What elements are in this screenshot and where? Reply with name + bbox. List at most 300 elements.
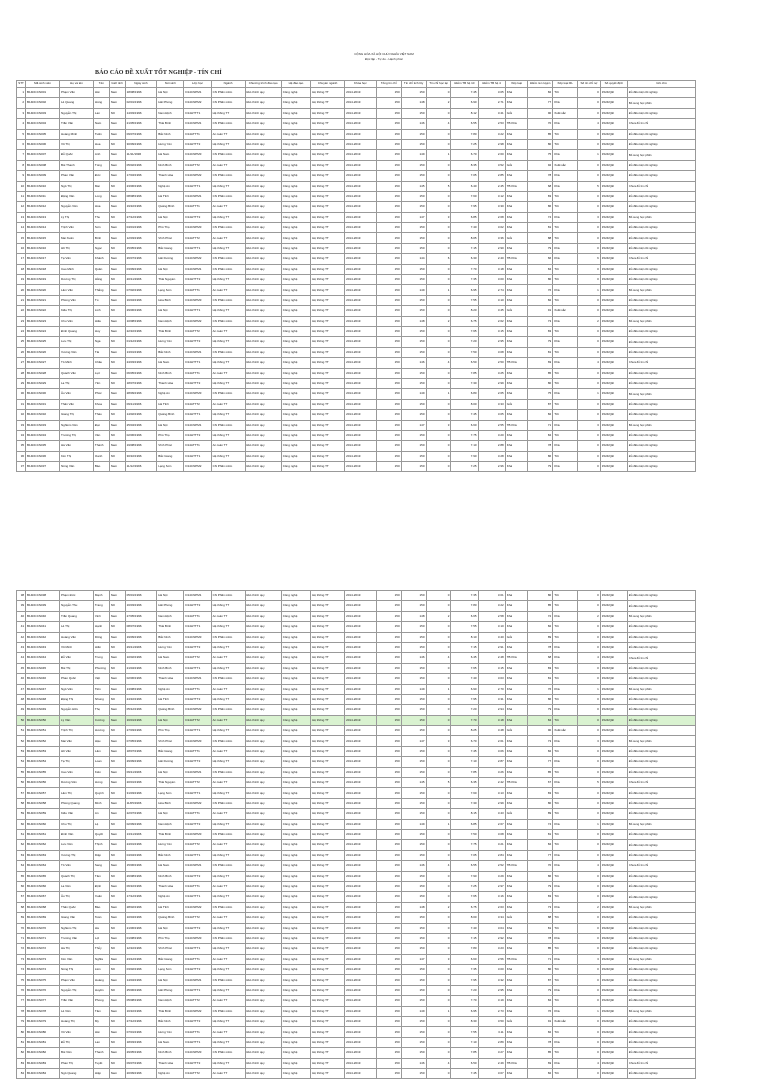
- table-cell: Vĩnh Phúc: [157, 233, 184, 243]
- table-cell: D14CNPM3: [184, 829, 211, 839]
- table-cell: 22/07/1996: [125, 809, 157, 819]
- table-cell: 83: [528, 191, 553, 201]
- table-cell: 0: [426, 913, 451, 923]
- table-cell: Khá: [553, 98, 578, 108]
- table-cell: 81: [528, 223, 553, 233]
- table-cell: Hệ thống TT: [311, 715, 345, 725]
- table-cell: Bổ sung học phần: [627, 819, 695, 829]
- table-cell: 3.13: [478, 788, 505, 798]
- table-cell: Nam: [109, 326, 125, 336]
- table-cell: Bắc Ninh: [157, 632, 184, 642]
- table-cell: Khá: [553, 819, 578, 829]
- table-cell: B14DCCN014: [26, 223, 60, 233]
- table-cell: Khá: [505, 243, 528, 253]
- table-cell: 3: [426, 954, 451, 964]
- table-cell: ĐH chính quy: [245, 441, 281, 451]
- table-cell: Hệ thống TT: [311, 778, 345, 788]
- table-cell: 1524/QĐ: [600, 674, 627, 684]
- table-cell: 0: [426, 809, 451, 819]
- table-cell: 83: [528, 892, 553, 902]
- table-cell: Khá: [505, 462, 528, 472]
- table-cell: 03/02/1996: [125, 965, 157, 975]
- table-cell: Hà Nội: [157, 212, 184, 222]
- table-cell: Hòa Bình: [157, 798, 184, 808]
- table-cell: 2014-2019: [345, 451, 377, 461]
- table-cell: 2.40: [478, 254, 505, 264]
- table-cell: 0: [426, 715, 451, 725]
- table-cell: 2.71: [478, 98, 505, 108]
- table-cell: 8.00: [451, 913, 478, 923]
- table-row: [17, 254, 696, 264]
- table-cell: Tốt: [553, 996, 578, 1006]
- table-cell: Hệ thống TT: [211, 451, 245, 461]
- table-cell: Khá: [505, 264, 528, 274]
- table-cell: Lực: [93, 368, 109, 378]
- table-cell: ĐH chính quy: [245, 410, 281, 420]
- table-cell: 86: [528, 694, 553, 704]
- table-cell: 7.85: [451, 368, 478, 378]
- table-cell: TB Khá: [505, 358, 528, 368]
- table-cell: 150: [401, 632, 426, 642]
- table-cell: 28/09/1996: [125, 389, 157, 399]
- table-cell: 0: [578, 663, 601, 673]
- table-cell: 85: [528, 601, 553, 611]
- table-cell: Công nghệ: [281, 1048, 310, 1058]
- table-cell: 149: [401, 684, 426, 694]
- table-cell: 3.40: [478, 632, 505, 642]
- table-cell: Nam: [109, 778, 125, 788]
- table-cell: 150: [376, 975, 401, 985]
- table-cell: Hùng: [93, 98, 109, 108]
- table-cell: Hệ thống TT: [211, 663, 245, 673]
- table-cell: Khá: [505, 622, 528, 632]
- table-cell: D14HTTT1: [184, 181, 211, 191]
- table-cell: 7.10: [451, 441, 478, 451]
- table-cell: 0: [426, 944, 451, 954]
- table-cell: Bổ sung học phần: [627, 285, 695, 295]
- table-cell: D14CNPM2: [184, 98, 211, 108]
- table-cell: D14ATTT1: [184, 954, 211, 964]
- table-row: [17, 705, 696, 715]
- table-cell: 7.40: [451, 674, 478, 684]
- table-cell: 80: [528, 965, 553, 975]
- table-cell: Liên: [93, 965, 109, 975]
- table-cell: 3.31: [478, 694, 505, 704]
- table-cell: Bổ sung học phần: [627, 98, 695, 108]
- table-cell: Hệ thống TT: [311, 337, 345, 347]
- table-cell: 150: [376, 861, 401, 871]
- table-cell: Công nghệ: [281, 840, 310, 850]
- table-cell: 7.95: [451, 975, 478, 985]
- table-cell: An toàn TT: [211, 996, 245, 1006]
- table-cell: Công nghệ: [281, 591, 310, 601]
- table-cell: ĐH chính quy: [245, 129, 281, 139]
- table-cell: Công nghệ: [281, 684, 310, 694]
- table-cell: La Văn: [59, 881, 93, 891]
- table-cell: ĐH chính quy: [245, 726, 281, 736]
- table-cell: D14ATTT1: [184, 1027, 211, 1037]
- table-cell: 150: [401, 347, 426, 357]
- table-cell: Hà Tĩnh: [157, 191, 184, 201]
- table-cell: Nữ: [109, 108, 125, 118]
- table-row: [17, 160, 696, 170]
- table-cell: B14DCCN059: [26, 809, 60, 819]
- table-cell: ĐH chính quy: [245, 1017, 281, 1027]
- table-cell: 04/01/1996: [125, 223, 157, 233]
- table-cell: Hà Nam: [157, 861, 184, 871]
- table-cell: Tốt: [553, 892, 578, 902]
- table-cell: 3.48: [478, 726, 505, 736]
- table-cell: 69: [17, 913, 26, 923]
- table-row: [17, 778, 696, 788]
- table-cell: 0: [426, 1027, 451, 1037]
- table-cell: Tốt: [553, 694, 578, 704]
- table-cell: 7.05: [451, 850, 478, 860]
- table-cell: Khá: [505, 368, 528, 378]
- table-cell: Thanh Hóa: [157, 171, 184, 181]
- table-cell: Đủ điều kiện tốt nghiệp: [627, 451, 695, 461]
- table-cell: ĐH chính quy: [245, 160, 281, 170]
- table-cell: Lan: [93, 108, 109, 118]
- table-cell: 2.96: [478, 462, 505, 472]
- table-cell: B14DCCN049: [26, 705, 60, 715]
- table-cell: 3.08: [478, 829, 505, 839]
- table-cell: B14DCCN046: [26, 674, 60, 684]
- table-cell: 150: [376, 1006, 401, 1016]
- table-cell: D14CNPM2: [184, 705, 211, 715]
- table-cell: Thân Quốc: [59, 902, 93, 912]
- table-cell: Công nghệ: [281, 694, 310, 704]
- table-cell: 10/02/1996: [125, 653, 157, 663]
- table-cell: Tốt: [553, 840, 578, 850]
- table-cell: D14HTTT1: [184, 410, 211, 420]
- table-cell: Đủ điều kiện tốt nghiệp: [627, 923, 695, 933]
- table-cell: Kiên: [93, 767, 109, 777]
- table-cell: B14DCCN020: [26, 285, 60, 295]
- table-cell: Nam: [109, 191, 125, 201]
- table-cell: 150: [401, 746, 426, 756]
- table-cell: 82: [528, 1027, 553, 1037]
- table-cell: Hệ thống TT: [311, 1048, 345, 1058]
- table-cell: 66: [528, 254, 553, 264]
- table-cell: D14HTTT1: [184, 850, 211, 860]
- table-cell: Hằng: [93, 275, 109, 285]
- table-cell: 1524/QĐ: [600, 326, 627, 336]
- table-cell: 3.25: [478, 368, 505, 378]
- table-cell: Đủ điều kiện tốt nghiệp: [627, 591, 695, 601]
- table-cell: Bắc Giang: [157, 954, 184, 964]
- table-cell: Nghệ An: [157, 892, 184, 902]
- table-cell: Công nghệ: [281, 871, 310, 881]
- table-cell: 11/05/1996: [125, 798, 157, 808]
- table-row: [17, 829, 696, 839]
- table-cell: 1: [578, 1006, 601, 1016]
- table-cell: Nga: [93, 337, 109, 347]
- table-cell: 0: [578, 850, 601, 860]
- table-cell: 83: [17, 1058, 26, 1068]
- table-cell: 02/06/1996: [125, 674, 157, 684]
- table-cell: Định: [93, 881, 109, 891]
- table-cell: 2014-2019: [345, 881, 377, 891]
- table-cell: 150: [401, 809, 426, 819]
- table-cell: Đủ điều kiện tốt nghiệp: [627, 881, 695, 891]
- table-cell: Đủ điều kiện tốt nghiệp: [627, 996, 695, 1006]
- table-row: [17, 902, 696, 912]
- table-cell: Nguyễn Thu: [59, 601, 93, 611]
- table-cell: Quảng Bình: [157, 410, 184, 420]
- table-cell: Kim Văn: [59, 954, 93, 964]
- table-cell: B14DCCN007: [26, 150, 60, 160]
- table-cell: 7.15: [451, 933, 478, 943]
- table-cell: Lê Thị: [59, 622, 93, 632]
- table-cell: 150: [376, 1048, 401, 1058]
- table-cell: CN Phần mềm: [211, 171, 245, 181]
- table-cell: Khá: [553, 611, 578, 621]
- table-cell: 83: [528, 663, 553, 673]
- table-cell: Bắc Giang: [157, 451, 184, 461]
- table-cell: 150: [376, 389, 401, 399]
- table-cell: Hệ thống TT: [311, 736, 345, 746]
- table-row: [17, 326, 696, 336]
- table-cell: 1524/QĐ: [600, 441, 627, 451]
- table-cell: Hệ thống TT: [311, 902, 345, 912]
- table-cell: Tốt: [553, 410, 578, 420]
- table-cell: 150: [376, 347, 401, 357]
- table-cell: An toàn TT: [211, 368, 245, 378]
- table-cell: 05/12/1996: [125, 705, 157, 715]
- table-cell: 0: [578, 923, 601, 933]
- table-cell: Hà Nội: [157, 88, 184, 98]
- table-cell: 0: [578, 1048, 601, 1058]
- table-cell: 80: [528, 798, 553, 808]
- table-cell: 150: [376, 663, 401, 673]
- table-cell: Hậu: [93, 736, 109, 746]
- table-cell: Ninh Bình: [157, 871, 184, 881]
- table-cell: 1524/QĐ: [600, 798, 627, 808]
- table-cell: 0: [426, 306, 451, 316]
- table-cell: An toàn TT: [211, 778, 245, 788]
- table-cell: 0: [426, 191, 451, 201]
- table-cell: 2.42: [478, 778, 505, 788]
- table-cell: Nữ: [109, 985, 125, 995]
- table-cell: 150: [401, 275, 426, 285]
- table-cell: Nữ: [109, 451, 125, 461]
- column-header: Điểm TB hệ 4: [478, 81, 505, 88]
- table-cell: Tốt: [553, 944, 578, 954]
- table-cell: 150: [401, 674, 426, 684]
- table-cell: 11/11/1996: [125, 150, 157, 160]
- table-cell: D14CNPM2: [184, 902, 211, 912]
- table-cell: 1524/QĐ: [600, 264, 627, 274]
- table-cell: 2.73: [478, 1006, 505, 1016]
- table-cell: Hệ thống TT: [211, 275, 245, 285]
- table-cell: Khá: [505, 923, 528, 933]
- table-cell: Hà Thị: [59, 944, 93, 954]
- table-cell: 7.40: [451, 223, 478, 233]
- table-cell: 7.25: [451, 881, 478, 891]
- table-cell: Khá: [553, 1037, 578, 1047]
- table-cell: 0: [578, 840, 601, 850]
- table-cell: 2.98: [478, 139, 505, 149]
- table-cell: 13/11/1996: [125, 829, 157, 839]
- table-row: [17, 399, 696, 409]
- table-cell: 150: [401, 233, 426, 243]
- table-cell: D14HTTT2: [184, 601, 211, 611]
- table-cell: Hệ thống TT: [311, 389, 345, 399]
- table-cell: 29/06/1996: [125, 306, 157, 316]
- table-row: [17, 663, 696, 673]
- table-cell: Hệ thống TT: [311, 996, 345, 1006]
- table-cell: 146: [401, 358, 426, 368]
- table-cell: ĐH chính quy: [245, 1068, 281, 1078]
- table-cell: 150: [376, 778, 401, 788]
- table-cell: 0: [578, 622, 601, 632]
- table-cell: 0: [578, 233, 601, 243]
- table-cell: Nữ: [109, 944, 125, 954]
- table-cell: 0: [426, 337, 451, 347]
- table-cell: 1524/QĐ: [600, 202, 627, 212]
- table-cell: Công nghệ: [281, 430, 310, 440]
- table-cell: 150: [401, 171, 426, 181]
- table-cell: Khá: [505, 840, 528, 850]
- table-cell: 91: [528, 306, 553, 316]
- table-cell: 1: [578, 389, 601, 399]
- table-cell: 2014-2019: [345, 663, 377, 673]
- table-cell: ĐH chính quy: [245, 996, 281, 1006]
- table-cell: 7.30: [451, 378, 478, 388]
- table-cell: Khá: [505, 736, 528, 746]
- table-cell: 1524/QĐ: [600, 1058, 627, 1068]
- table-cell: Hệ thống TT: [311, 591, 345, 601]
- table-cell: 1524/QĐ: [600, 316, 627, 326]
- table-cell: 150: [401, 829, 426, 839]
- table-cell: 2014-2019: [345, 913, 377, 923]
- table-cell: Trang: [93, 601, 109, 611]
- table-cell: 1524/QĐ: [600, 285, 627, 295]
- table-cell: Công nghệ: [281, 892, 310, 902]
- table-cell: 1524/QĐ: [600, 1027, 627, 1037]
- table-cell: 2014-2019: [345, 326, 377, 336]
- table-cell: D14HTTT2: [184, 139, 211, 149]
- table-cell: Phan Văn: [59, 171, 93, 181]
- table-row: [17, 420, 696, 430]
- table-cell: Nữ: [109, 430, 125, 440]
- table-cell: ĐH chính quy: [245, 191, 281, 201]
- table-cell: Công nghệ: [281, 954, 310, 964]
- table-cell: 47: [17, 684, 26, 694]
- table-cell: Đủ điều kiện tốt nghiệp: [627, 129, 695, 139]
- table-cell: An toàn TT: [211, 326, 245, 336]
- table-cell: Tốt: [553, 809, 578, 819]
- table-cell: 2014-2019: [345, 611, 377, 621]
- table-cell: ĐH chính quy: [245, 881, 281, 891]
- table-cell: D14HTTT1: [184, 944, 211, 954]
- table-cell: B14DCCN069: [26, 913, 60, 923]
- table-cell: Hệ thống TT: [311, 254, 345, 264]
- table-cell: 17/12/1996: [125, 892, 157, 902]
- table-cell: 3.12: [478, 191, 505, 201]
- table-cell: ĐH chính quy: [245, 306, 281, 316]
- table-cell: B14DCCN071: [26, 933, 60, 943]
- table-cell: Hệ thống TT: [311, 954, 345, 964]
- table-cell: Đủ điều kiện tốt nghiệp: [627, 233, 695, 243]
- table-cell: 1524/QĐ: [600, 98, 627, 108]
- table-cell: 89: [528, 632, 553, 642]
- table-cell: Lan: [93, 1037, 109, 1047]
- table-cell: D14HTTT2: [184, 430, 211, 440]
- table-cell: 22: [17, 306, 26, 316]
- table-cell: Ngô Thị: [59, 181, 93, 191]
- table-cell: 21/05/1996: [125, 119, 157, 129]
- table-cell: 6.55: [451, 119, 478, 129]
- table-cell: Hệ thống TT: [211, 694, 245, 704]
- table-cell: Hải Phòng: [157, 985, 184, 995]
- table-cell: 0: [426, 663, 451, 673]
- table-cell: Đủ điều kiện tốt nghiệp: [627, 368, 695, 378]
- table-cell: Thái Nguyên: [157, 778, 184, 788]
- table-cell: 6.90: [451, 684, 478, 694]
- table-cell: B14DCCN076: [26, 985, 60, 995]
- table-cell: Khá: [505, 902, 528, 912]
- table-cell: Hệ thống TT: [311, 1068, 345, 1078]
- table-cell: 30/09/1996: [125, 139, 157, 149]
- table-cell: Công nghệ: [281, 726, 310, 736]
- table-cell: B14DCCN055: [26, 767, 60, 777]
- table-cell: 146: [401, 861, 426, 871]
- table-cell: 2014-2019: [345, 642, 377, 652]
- table-cell: 6.70: [451, 736, 478, 746]
- table-cell: B14DCCN036: [26, 451, 60, 461]
- table-cell: Kiều Thị: [59, 306, 93, 316]
- table-cell: Công nghệ: [281, 778, 310, 788]
- table-cell: Tốt: [553, 923, 578, 933]
- table-cell: Diệp: [93, 850, 109, 860]
- table-cell: Yến: [93, 378, 109, 388]
- table-cell: Oanh: [93, 451, 109, 461]
- table-cell: 2014-2019: [345, 933, 377, 943]
- table-cell: Khá: [553, 736, 578, 746]
- table-cell: 78: [17, 1006, 26, 1016]
- table-cell: 3: [17, 108, 26, 118]
- table-cell: 79: [528, 881, 553, 891]
- table-cell: Hoàng Minh: [59, 129, 93, 139]
- table-cell: 82: [528, 622, 553, 632]
- table-cell: Nhung: [93, 694, 109, 704]
- table-cell: Hoàng Văn: [59, 632, 93, 642]
- table-cell: 20: [17, 285, 26, 295]
- table-cell: 8.12: [451, 108, 478, 118]
- table-cell: 8.05: [451, 233, 478, 243]
- table-cell: Hệ thống TT: [311, 674, 345, 684]
- table-cell: CN Phần mềm: [211, 420, 245, 430]
- table-cell: ĐH chính quy: [245, 326, 281, 336]
- table-cell: 1524/QĐ: [600, 840, 627, 850]
- table-cell: 150: [376, 985, 401, 995]
- table-cell: Khá: [505, 326, 528, 336]
- table-cell: 2014-2019: [345, 285, 377, 295]
- table-cell: 1524/QĐ: [600, 757, 627, 767]
- table-cell: 150: [376, 202, 401, 212]
- table-cell: 150: [376, 1027, 401, 1037]
- table-cell: D14CNPM3: [184, 736, 211, 746]
- table-cell: Bổ sung học phần: [627, 316, 695, 326]
- table-cell: Trần Văn: [59, 119, 93, 129]
- table-cell: Tốt: [553, 871, 578, 881]
- table-cell: 3.26: [478, 767, 505, 777]
- table-cell: 74: [528, 819, 553, 829]
- table-cell: 0: [578, 996, 601, 1006]
- table-cell: D14ATTT1: [184, 611, 211, 621]
